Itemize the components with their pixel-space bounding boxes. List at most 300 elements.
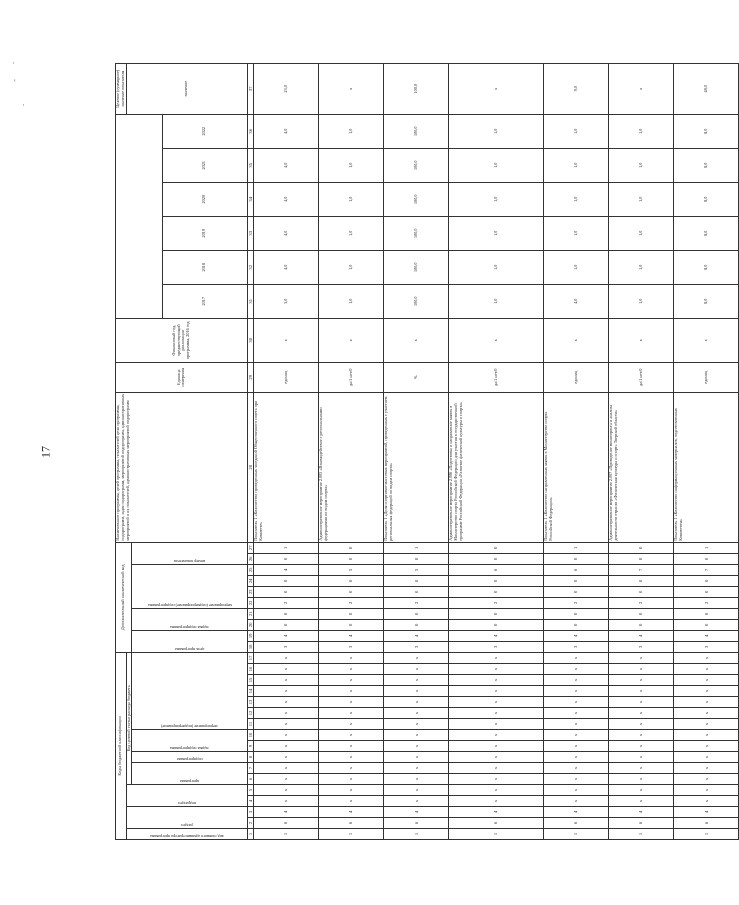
header-zadacha-pr: задача подпрограммы — [132, 608, 247, 630]
code-cell: 0 — [609, 542, 674, 553]
table-row — [449, 63, 544, 839]
code-cell: 6 — [543, 564, 608, 575]
code-cell: x — [384, 796, 449, 807]
row-year-value: 100,0 — [384, 148, 449, 182]
code-cell: x — [384, 752, 449, 763]
code-cell: x — [609, 763, 674, 774]
rotated-table-wrapper — [115, 69, 709, 840]
row-year-value: 4,0 — [543, 284, 608, 318]
code-cell: 4 — [384, 807, 449, 818]
code-cell: 0 — [674, 608, 739, 619]
row-year-value: 1,0 — [319, 250, 384, 284]
header-2021: 2021 — [162, 148, 247, 182]
header-podrazdel: подраздел — [126, 785, 247, 807]
code-cell: x — [319, 652, 384, 663]
column-number: 12 — [247, 708, 253, 719]
row-year-value: 1,0 — [543, 216, 608, 250]
column-number: 26 — [247, 553, 253, 564]
row-year-value: 4,0 — [253, 250, 318, 284]
header-meropriyatie: мероприятие (подмероприятие) — [132, 652, 247, 729]
code-cell: 4 — [674, 630, 739, 641]
column-number: 17 — [247, 652, 253, 663]
code-cell: x — [609, 675, 674, 686]
code-cell: x — [674, 763, 739, 774]
code-cell: x — [319, 719, 384, 730]
code-cell: 3 — [384, 641, 449, 652]
row-base-year: x — [674, 318, 739, 362]
row-year-value: 100,0 — [384, 182, 449, 216]
column-number: 1 — [247, 829, 253, 840]
code-cell: 4 — [319, 630, 384, 641]
header-2022: 2022 — [162, 114, 247, 148]
code-cell: x — [384, 664, 449, 675]
code-cell: x — [674, 664, 739, 675]
row-year-value: 100,0 — [384, 114, 449, 148]
code-cell: x — [253, 652, 318, 663]
code-cell: 6 — [449, 818, 544, 829]
code-cell: 2 — [609, 597, 674, 608]
code-cell: 0 — [319, 608, 384, 619]
code-cell: 4 — [253, 630, 318, 641]
code-cell: x — [543, 785, 608, 796]
row-name: Административное мероприятие 2.006 «Подготовка и направление заявок в Министерство спорта Российской Федерации для участия в государственной программе Российской Федерации «Развитие физической культуры и спорта» — [449, 392, 544, 542]
code-cell: x — [449, 730, 544, 741]
code-cell: 6 — [384, 818, 449, 829]
code-cell: x — [543, 774, 608, 785]
code-cell: 1 — [449, 829, 544, 840]
code-cell: x — [674, 752, 739, 763]
row-base-year: x — [319, 318, 384, 362]
code-cell: x — [319, 730, 384, 741]
code-cell: x — [609, 652, 674, 663]
code-cell: 1 — [253, 542, 318, 553]
code-cell: 3 — [253, 641, 318, 652]
row-name: Показатель 1 «Количество направленных заявок в Министерство спорта Российской Федерации» — [543, 392, 608, 542]
row-unit: да/1 нет/0 — [609, 362, 674, 392]
column-number: 28 — [247, 392, 253, 542]
code-cell: x — [384, 697, 449, 708]
code-cell: 1 — [543, 829, 608, 840]
code-cell: 0 — [674, 575, 739, 586]
code-cell: 2 — [319, 597, 384, 608]
row-year-value: 4,0 — [253, 216, 318, 250]
table-row — [609, 63, 674, 839]
column-number: 31 — [247, 284, 253, 318]
column-number: 24 — [247, 575, 253, 586]
column-number: 34 — [247, 182, 253, 216]
code-cell: 0 — [543, 553, 608, 564]
code-cell: 3 — [319, 641, 384, 652]
column-number: 37 — [247, 63, 253, 114]
code-cell: 0 — [609, 586, 674, 597]
row-year-value: 1,0 — [319, 216, 384, 250]
code-cell: 0 — [543, 575, 608, 586]
code-cell: x — [253, 697, 318, 708]
row-target: 9,0 — [543, 63, 608, 114]
code-cell: 4 — [449, 630, 544, 641]
row-name: Показатель 1 «Количество проведенных заседаний Общественного совета при Комитете» — [253, 392, 318, 542]
code-cell: x — [449, 752, 544, 763]
column-number: 27 — [247, 542, 253, 553]
row-target: 23,0 — [253, 63, 318, 114]
header-dop-analit: Дополнительный аналитический код — [116, 542, 132, 652]
code-cell: x — [449, 796, 544, 807]
code-cell: x — [253, 675, 318, 686]
code-cell: 0 — [674, 619, 739, 630]
header-unit: Единица измерения — [116, 362, 248, 392]
code-cell: x — [319, 686, 384, 697]
code-cell: x — [543, 652, 608, 663]
header-2019: 2019 — [162, 216, 247, 250]
code-cell: 0 — [449, 542, 544, 553]
code-cell: x — [674, 686, 739, 697]
code-cell: x — [319, 708, 384, 719]
row-year-value: 1,0 — [609, 148, 674, 182]
code-cell: x — [449, 719, 544, 730]
code-cell: x — [253, 785, 318, 796]
header-podprogramma: подпрограмма — [132, 752, 247, 763]
row-year-value: 8,0 — [674, 284, 739, 318]
row-year-value: 1,0 — [609, 216, 674, 250]
header-2018: 2018 — [162, 250, 247, 284]
code-cell: x — [674, 697, 739, 708]
row-name: Показатель 1 «Количество информационных материалов, подготовленных Комитетом» — [674, 392, 739, 542]
code-cell: x — [609, 697, 674, 708]
code-cell: x — [449, 774, 544, 785]
code-cell: x — [449, 763, 544, 774]
code-cell: x — [543, 675, 608, 686]
code-cell: x — [609, 664, 674, 675]
row-base-year: x — [609, 318, 674, 362]
row-year-value: 4,0 — [253, 114, 318, 148]
column-number: 5 — [247, 785, 253, 796]
header-meropr-pr: мероприятие (подмероприятие) подпрограммы — [132, 564, 247, 608]
code-cell: 0 — [609, 575, 674, 586]
code-cell: x — [319, 763, 384, 774]
row-base-year: x — [543, 318, 608, 362]
code-cell: 4 — [609, 807, 674, 818]
row-year-value: 8,0 — [674, 250, 739, 284]
code-cell: x — [609, 796, 674, 807]
row-unit: единиц — [674, 362, 739, 392]
column-number: 21 — [247, 608, 253, 619]
code-cell: 0 — [543, 586, 608, 597]
row-year-value: 1,0 — [449, 250, 544, 284]
column-number: 20 — [247, 619, 253, 630]
code-cell: 2 — [253, 597, 318, 608]
code-cell: x — [449, 708, 544, 719]
row-year-value: 1,0 — [609, 182, 674, 216]
code-cell: x — [384, 652, 449, 663]
code-cell: 0 — [384, 586, 449, 597]
code-cell: 0 — [384, 575, 449, 586]
row-target: x — [319, 63, 384, 114]
row-year-value: 1,0 — [609, 250, 674, 284]
code-cell: x — [253, 664, 318, 675]
code-cell: 4 — [449, 807, 544, 818]
code-cell: 1 — [319, 829, 384, 840]
row-target: x — [609, 63, 674, 114]
column-number: 30 — [247, 318, 253, 362]
row-year-value: 1,0 — [543, 182, 608, 216]
code-cell: x — [253, 686, 318, 697]
column-number: 2 — [247, 818, 253, 829]
code-cell: 0 — [674, 553, 739, 564]
header-fin-year: Финансовый год, предшествующий реализации программы, 2016 год — [116, 318, 248, 362]
table-row — [253, 63, 318, 839]
code-cell: 0 — [253, 586, 318, 597]
code-cell: 1 — [543, 542, 608, 553]
table-row — [319, 63, 384, 839]
code-cell: 1 — [384, 829, 449, 840]
column-number: 8 — [247, 752, 253, 763]
header-ks: Код целевой статьи расхода бюджета — [126, 652, 132, 784]
code-cell: 0 — [253, 619, 318, 630]
code-cell: x — [253, 719, 318, 730]
header-2020: 2020 — [162, 182, 247, 216]
row-year-value: 1,0 — [449, 114, 544, 148]
code-cell: x — [319, 741, 384, 752]
code-cell: 0 — [449, 553, 544, 564]
header-zadacha: задача подпрограммы — [132, 730, 247, 752]
row-unit: да/1 нет/0 — [319, 362, 384, 392]
row-name: Показатель 1 «Доля спортивно-массовых мероприятий, проведенных с участием региональных федераций по видам спорта» — [384, 392, 449, 542]
code-cell: 4 — [609, 630, 674, 641]
row-year-value: 4,0 — [253, 182, 318, 216]
header-2017: 2017 — [162, 284, 247, 318]
code-cell: x — [449, 675, 544, 686]
column-number: 22 — [247, 597, 253, 608]
row-year-value: 1,0 — [543, 114, 608, 148]
header-cel: цель программы — [132, 630, 247, 652]
code-cell: x — [674, 730, 739, 741]
header-kbk: Коды бюджетной классификации — [116, 652, 127, 839]
header-razdel: раздел — [126, 807, 247, 829]
row-base-year: x — [384, 318, 449, 362]
header-years-blank — [116, 114, 163, 318]
code-cell: x — [674, 675, 739, 686]
code-cell: x — [609, 774, 674, 785]
header-pokaz: номер показателя — [132, 542, 247, 564]
code-cell: 4 — [319, 807, 384, 818]
code-cell: x — [449, 741, 544, 752]
code-cell: 0 — [674, 586, 739, 597]
code-cell: x — [384, 741, 449, 752]
column-number: 4 — [247, 796, 253, 807]
row-year-value: 1,0 — [319, 114, 384, 148]
code-cell: x — [319, 697, 384, 708]
code-cell: x — [449, 664, 544, 675]
row-target: 100,0 — [384, 63, 449, 114]
code-cell: x — [674, 741, 739, 752]
code-cell: x — [384, 719, 449, 730]
row-unit: да/1 нет/0 — [449, 362, 544, 392]
code-cell: 0 — [319, 586, 384, 597]
code-cell: x — [609, 785, 674, 796]
code-cell: x — [449, 697, 544, 708]
code-cell: x — [609, 719, 674, 730]
code-cell: x — [674, 774, 739, 785]
row-name: Административное мероприятие 2.007 «Проведение мониторинга и анализа деятельности отрасли «Физическая культура и спорт» Тверской области» — [609, 392, 674, 542]
row-unit: % — [384, 362, 449, 392]
code-cell: 0 — [449, 586, 544, 597]
code-cell: 0 — [449, 575, 544, 586]
code-cell: x — [449, 686, 544, 697]
code-cell: 4 — [543, 630, 608, 641]
code-cell: x — [384, 675, 449, 686]
code-cell: x — [319, 664, 384, 675]
code-cell: x — [543, 697, 608, 708]
column-number: 7 — [247, 763, 253, 774]
code-cell: x — [609, 741, 674, 752]
column-number: 14 — [247, 686, 253, 697]
program-indicators-table — [115, 63, 739, 840]
code-cell: x — [674, 719, 739, 730]
code-cell: 1 — [674, 829, 739, 840]
row-year-value: 1,0 — [449, 284, 544, 318]
row-year-value: 1,0 — [543, 148, 608, 182]
column-number: 10 — [247, 730, 253, 741]
code-cell: 1 — [384, 542, 449, 553]
code-cell: x — [543, 763, 608, 774]
column-number: 13 — [247, 697, 253, 708]
code-cell: 0 — [609, 608, 674, 619]
code-cell: 0 — [253, 575, 318, 586]
code-cell: x — [609, 708, 674, 719]
code-cell: 3 — [674, 641, 739, 652]
code-cell: x — [319, 785, 384, 796]
code-cell: x — [609, 730, 674, 741]
column-number: 9 — [247, 741, 253, 752]
column-number: 32 — [247, 250, 253, 284]
row-year-value: 1,0 — [319, 148, 384, 182]
column-number: 23 — [247, 586, 253, 597]
code-cell: x — [384, 785, 449, 796]
code-cell: 6 — [674, 818, 739, 829]
row-year-value: 1,0 — [543, 250, 608, 284]
code-cell: 0 — [253, 553, 318, 564]
row-year-value: 1,0 — [609, 114, 674, 148]
column-number: 11 — [247, 719, 253, 730]
code-cell: x — [543, 719, 608, 730]
code-cell: x — [319, 752, 384, 763]
code-cell: 0 — [384, 619, 449, 630]
page-number: 17 — [38, 446, 53, 458]
column-number: 19 — [247, 630, 253, 641]
code-cell: 7 — [609, 564, 674, 575]
table-row — [674, 63, 739, 839]
code-cell: x — [609, 686, 674, 697]
column-number: 16 — [247, 664, 253, 675]
code-cell: x — [253, 752, 318, 763]
row-target: x — [449, 63, 544, 114]
code-cell: x — [674, 785, 739, 796]
row-year-value: 1,0 — [319, 182, 384, 216]
row-base-year: x — [449, 318, 544, 362]
row-year-value: 1,0 — [449, 182, 544, 216]
code-cell: x — [319, 796, 384, 807]
scan-speck: · — [12, 58, 15, 68]
row-year-value: 100,0 — [384, 250, 449, 284]
code-cell: 4 — [253, 807, 318, 818]
code-cell: 3 — [449, 641, 544, 652]
row-year-value: 3,0 — [253, 284, 318, 318]
code-cell: x — [449, 652, 544, 663]
row-name: Административное мероприятие 2.005 «Взаимодействие с региональными федерациями по видам спорта» — [319, 392, 384, 542]
table-row — [543, 63, 608, 839]
row-year-value: 1,0 — [319, 284, 384, 318]
code-cell: 2 — [449, 597, 544, 608]
column-number: 3 — [247, 807, 253, 818]
code-cell: 0 — [319, 553, 384, 564]
header-target: Целевое (суммарное) значение показателя — [116, 63, 127, 114]
row-year-value: 1,0 — [449, 216, 544, 250]
code-cell: x — [319, 675, 384, 686]
scan-speck: · — [22, 100, 25, 110]
row-year-value: 4,0 — [253, 148, 318, 182]
row-year-value: 1,0 — [609, 284, 674, 318]
row-year-value: 100,0 — [384, 216, 449, 250]
code-cell: 6 — [449, 564, 544, 575]
table-row — [384, 63, 449, 839]
code-cell: 6 — [253, 818, 318, 829]
code-cell: x — [253, 796, 318, 807]
code-cell: x — [253, 741, 318, 752]
column-number: 15 — [247, 675, 253, 686]
code-cell: x — [543, 796, 608, 807]
code-cell: 5 — [384, 564, 449, 575]
code-cell: x — [543, 708, 608, 719]
code-cell: 5 — [319, 564, 384, 575]
row-base-year: x — [253, 318, 318, 362]
code-cell: x — [674, 652, 739, 663]
code-cell: 2 — [674, 597, 739, 608]
code-cell: 0 — [609, 553, 674, 564]
code-cell: x — [543, 686, 608, 697]
row-year-value: 100,0 — [384, 284, 449, 318]
header-programma: программа — [132, 763, 247, 785]
column-number: 25 — [247, 564, 253, 575]
code-cell: x — [384, 730, 449, 741]
code-cell: 0 — [384, 553, 449, 564]
code-cell: 0 — [543, 608, 608, 619]
code-cell: 4 — [384, 630, 449, 641]
code-cell: 4 — [543, 807, 608, 818]
header-admin: код главного администратора программы — [126, 829, 247, 840]
code-cell: x — [449, 785, 544, 796]
column-number: 18 — [247, 641, 253, 652]
header-name: Наименование программы, целей программы, показателей цели программы, подпрограмм, задач подпрограмм, мероприятий подпрограмм, административных мероприятий и их показателей, административных мероприятий подпрограмм — [116, 392, 248, 542]
code-cell: x — [609, 752, 674, 763]
scan-speck: ' — [14, 78, 16, 88]
row-target: 48,0 — [674, 63, 739, 114]
code-cell: 3 — [609, 641, 674, 652]
code-cell: x — [543, 730, 608, 741]
column-number: 33 — [247, 216, 253, 250]
code-cell: 1 — [253, 829, 318, 840]
column-number: 35 — [247, 148, 253, 182]
code-cell: 0 — [609, 619, 674, 630]
document-sheet — [115, 69, 709, 840]
code-cell: x — [384, 774, 449, 785]
code-cell: 0 — [384, 608, 449, 619]
code-cell: 6 — [609, 818, 674, 829]
code-cell: 2 — [543, 597, 608, 608]
code-cell: x — [384, 686, 449, 697]
code-cell: x — [674, 796, 739, 807]
code-cell: 0 — [253, 608, 318, 619]
row-year-value: 8,0 — [674, 216, 739, 250]
